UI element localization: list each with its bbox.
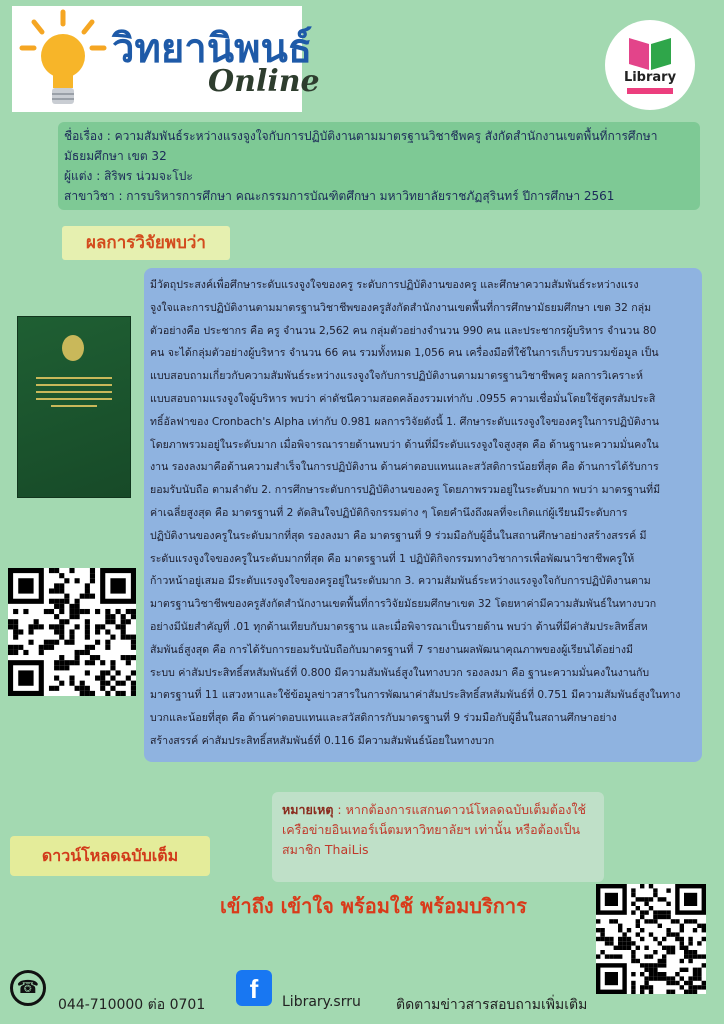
- library-logo[interactable]: [605, 20, 695, 110]
- university-emblem-icon: [62, 335, 84, 361]
- slogan: เข้าถึง เข้าใจ พร้อมใช้ พร้อมบริการ: [220, 894, 527, 918]
- note-label: หมายเหตุ: [282, 802, 334, 817]
- results-line: บวกและน้อยที่สุด คือ ด้านค่าตอบแทนและสวัสดิการกับมาตรฐานที่ 9 ร่วมมือกับผู้อื่นในสถานศึกษาอย่าง: [150, 712, 617, 725]
- results-line: แบบสอบถามเกี่ยวกับความสัมพันธ์ระหว่างแรงจูงใจกับการปฏิบัติงานตามมาตรฐานวิชาชีพครู ผลการวิเคราะห์: [150, 370, 643, 383]
- results-line: งาน รองลงมาคือด้านความสำเร็จในการปฏิบัติงาน ด้านค่าตอบแทนและสวัสดิการน้อยที่สุด คือ ด้านการได้รับการ: [150, 461, 659, 474]
- results-line: ระดับแรงจูงใจของครูในระดับมากที่สุด คือ มาตรฐานที่ 1 ปฏิบัติกิจกรรมทางวิชาการเพื่อพัฒนาวิชาชีพครูให้: [150, 552, 635, 565]
- results-heading: ผลการวิจัยพบว่า: [62, 226, 230, 260]
- results-line: สัมพันธ์สูงสุด คือ การได้รับการยอมรับนับถือกับมาตรฐานที่ 7 รายงานผลพัฒนาคุณภาพของผู้เรียนได้อย่างมี: [150, 643, 633, 656]
- thesis-field: สาขาวิชา : การบริหารการศึกษา คณะกรรมการบัณฑิตศึกษา มหาวิทยาลัยราชภัฏสุรินทร์ ปีการศึกษา 2561: [64, 189, 615, 203]
- facebook-icon[interactable]: f: [236, 970, 272, 1006]
- lightbulb-icon: [18, 8, 108, 112]
- thesis-author: ผู้แต่ง : สิริพร น่วมจะโปะ: [64, 169, 193, 183]
- results-line: แบบสอบถามแรงจูงใจผู้บริหาร พบว่า ค่าดัชนีความสอดคล้องรวมเท่ากับ .0955 ความเชื่อมั่นโดยใช้สูตรสัมประสิ: [150, 392, 656, 405]
- download-full-button[interactable]: ดาวน์โหลดฉบับเต็ม: [10, 836, 210, 876]
- results-line: มีวัตถุประสงค์เพื่อศึกษาระดับแรงจูงใจของครู ระดับการปฏิบัติงานของครู และศึกษาความสัมพันธ์ระหว่างแรง: [150, 279, 639, 291]
- library-badge-bar: [627, 88, 673, 94]
- research-results-text: [144, 268, 702, 762]
- qr-code-left[interactable]: [8, 568, 136, 696]
- thesis-cover-image: [17, 316, 131, 498]
- note-box: [272, 792, 604, 882]
- library-badge-text: Library: [623, 70, 677, 85]
- thesis-title: ชื่อเรื่อง : ความสัมพันธ์ระหว่างแรงจูงใจกับการปฏิบัติงานตามมาตรฐานวิชาชีพครู สังกัดสำนักงานเขตพื้นที่การศึกษา: [64, 129, 658, 143]
- results-line: อย่างมีนัยสำคัญที่ .01 ทุกด้านเทียบกับมาตรฐาน และเมื่อพิจารณาเป็นรายด้าน พบว่า ด้านที่มีค่าสัมประสิทธิ์สห: [150, 620, 648, 633]
- results-line: ตัวอย่างคือ ประชากร คือ ครู จำนวน 2,562 คน กลุ่มตัวอย่างจำนวน 990 คน และประชากรผู้บริหาร จำนวน 80: [150, 324, 657, 337]
- footer: [10, 970, 710, 1013]
- results-line: ทธิ์อัลฟาของ Cronbach's Alpha เท่ากับ 0.981 ผลการวิจัยดังนี้ 1. ศึกษาระดับแรงจูงใจของครูในการปฏิบัติงาน: [150, 415, 659, 428]
- phone-number[interactable]: 044-710000 ต่อ 0701: [58, 997, 206, 1013]
- results-line: คน จะได้กลุ่มตัวอย่างผู้บริหาร จำนวน 66 คน รวมทั้งหมด 1,056 คน เครื่องมือที่ใช้ในการเก็บรวบรวมข้อมูล เป็น: [150, 347, 659, 360]
- results-line: ค่าเฉลี่ยสูงสุด คือ มาตรฐานที่ 2 ตัดสินใจปฏิบัติกิจกรรมต่าง ๆ โดยคำนึงถึงผลที่จะเกิดแก่ผู้เรียนมีระดับการ: [150, 506, 628, 519]
- logo-online: Online: [208, 64, 320, 99]
- qr-code-icon: [8, 568, 136, 696]
- logo-title: วิทยานิพนธ์: [112, 26, 313, 72]
- results-line: ยอมรับนับถือ ตามลำดับ 2. การศึกษาระดับการปฏิบัติงานของครู โดยภาพรวมอยู่ในระดับมาก พบว่า มาตรฐานที่มี: [150, 484, 661, 497]
- results-line: ปฏิบัติงานของครูในระดับมากที่สุด รองลงมา คือ มาตรฐานที่ 9 ร่วมมือกับผู้อื่นในสถานศึกษาอย่างสร้างสรรค์ มี: [150, 529, 647, 542]
- results-line: จูงใจและการปฏิบัติงานตามมาตรฐานวิชาชีพของครูสังกัดสำนักงานเขตพื้นที่การศึกษามัธยมศึกษา เขต 32 กลุ่ม: [150, 301, 652, 314]
- note-text: : หากต้องการแสกนดาวน์โหลดฉบับเต็มต้องใช้เครือข่ายอินเทอร์เน็ตมหาวิทยาลัยฯ เท่านั้น หรือต้องเป็นสมาชิก ThaiLis: [282, 802, 587, 857]
- thesis-info: [58, 122, 700, 210]
- thesis-online-logo: [12, 6, 320, 112]
- contact-text: ติดตามข่าวสารสอบถามเพิ่มเติม: [396, 997, 588, 1013]
- library-logo-icon: [605, 26, 695, 76]
- phone-icon: ☎: [10, 970, 46, 1006]
- results-line: สร้างสรรค์ ค่าสัมประสิทธิ์สหสัมพันธ์ที่ 0.116 มีความสัมพันธ์น้อยในทางบวก: [150, 734, 495, 747]
- results-line: มาตรฐานวิชาชีพของครูสังกัดสำนักงานเขตพื้นที่การวิจัยมัธยมศึกษาเขต 32 โดยหาค่ามีความสัมพันธ์ในทางบวก: [150, 598, 657, 611]
- results-line: มาตรฐานที่ 11 แสวงหาและใช้ข้อมูลข่าวสารในการพัฒนาค่าสัมประสิทธิ์สหสัมพันธ์ที่ 0.751 มีความสัมพันธ์สูงในทาง: [150, 689, 681, 702]
- results-line: โดยภาพรวมอยู่ในระดับมาก เมื่อพิจารณารายด้านพบว่า ด้านที่มีระดับแรงจูงใจสูงสุด คือ ด้านฐานะความมั่นคงใน: [150, 438, 659, 451]
- facebook-page[interactable]: Library.srru: [282, 994, 361, 1010]
- results-line: ก้าวหน้าอยู่เสมอ มีระดับแรงจูงใจของครูอยู่ในระดับมาก 3. ความสัมพันธ์ระหว่างแรงจูงใจกับการปฏิบัติงานตาม: [150, 575, 651, 588]
- thesis-title-cont: มัธยมศึกษา เขต 32: [64, 149, 167, 163]
- results-line: ระบบ ค่าสัมประสิทธิ์สหสัมพันธ์ที่ 0.800 มีความสัมพันธ์สูงในทางบวก รองลงมา คือ ฐานะความมั่นคงในงานกับ: [150, 666, 650, 679]
